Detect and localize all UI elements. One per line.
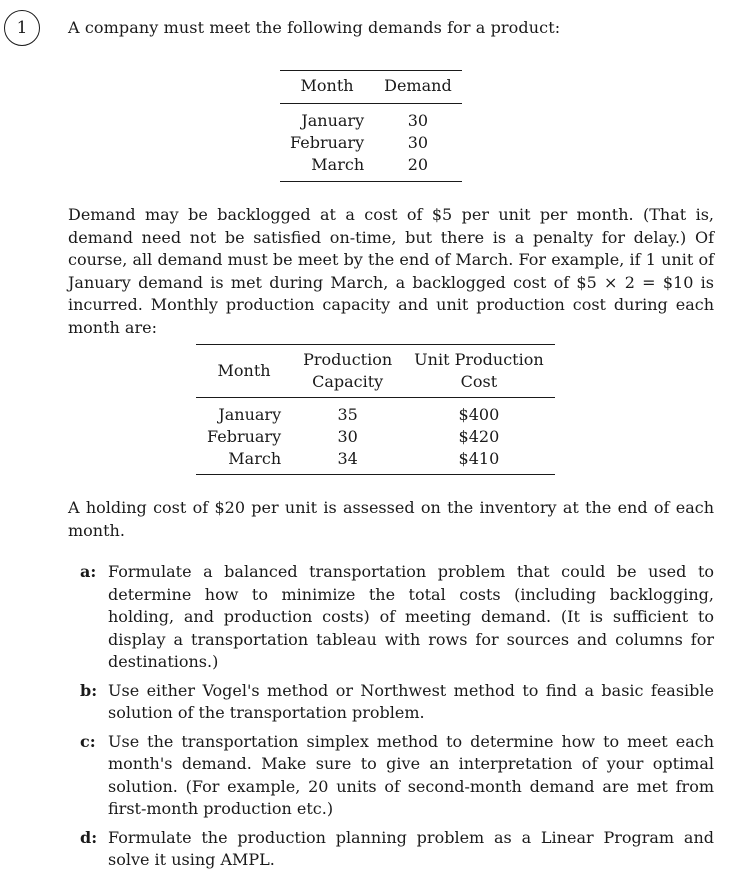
part-label: b:	[80, 680, 98, 700]
demand-month: February	[290, 133, 365, 152]
part-label: a:	[80, 562, 97, 581]
question-part-d	[80, 827, 714, 872]
holding-cost-paragraph: A holding cost of $20 per unit is assessed on the inventory at the end of each month.	[68, 498, 714, 540]
table-row	[196, 398, 555, 427]
demand-value: 20	[407, 155, 429, 174]
production-capacity: 30	[337, 427, 358, 446]
production-header-month: Month	[217, 361, 271, 380]
production-cost: $410	[458, 449, 500, 468]
question-part-a	[80, 561, 714, 674]
production-capacity: 35	[337, 405, 358, 424]
part-text: Use either Vogel's method or Northwest method to find a basic feasible solution of the transportation problem.	[108, 680, 714, 722]
problem-number: 1	[16, 18, 28, 38]
production-month: January	[218, 405, 282, 424]
demand-header-demand: Demand	[384, 76, 452, 95]
production-header-cost: Unit Production Cost	[414, 350, 544, 391]
demand-header-month: Month	[300, 76, 354, 95]
production-month: February	[207, 427, 282, 446]
production-capacity: 34	[337, 449, 358, 468]
table-row	[280, 154, 462, 182]
problem-intro: A company must meet the following demands for a product:	[68, 18, 561, 37]
production-table	[196, 344, 555, 475]
problem-number-badge	[4, 10, 40, 46]
demand-value: 30	[407, 111, 429, 130]
part-text: Use the transportation simplex method to determine how to meet each month's demand. Make sure to give an interpretation of your optimal solution. (For example, 20 units of second-month demand are met from first-month production etc.)	[108, 731, 714, 818]
question-part-b	[80, 680, 714, 725]
production-cost: $420	[458, 427, 500, 446]
demand-table	[280, 70, 462, 182]
part-text: Formulate the production planning problem as a Linear Program and solve it using AMPL.	[108, 827, 714, 869]
demand-month: January	[301, 111, 365, 130]
backlog-paragraph: Demand may be backlogged at a cost of $5 per unit per month. (That is, demand need not be satisfied on-time, but there is a penalty for delay.) Of course, all demand must be meet by the end of March. For example, if 1 unit of January demand is met during March, a backlogged cost of $5 × 2 = $10 is incurred. Monthly production capacity and unit production cost during each month are:	[68, 205, 714, 337]
table-row	[196, 448, 555, 475]
table-row	[196, 426, 555, 448]
part-text: Formulate a balanced transportation problem that could be used to determine how to minimize the total costs (including backlogging, holding, and production costs) of meeting demand. (It is sufficient to display a transportation tableau with rows for sources and columns for destinations.)	[108, 562, 714, 671]
production-header-capacity: Production Capacity	[303, 350, 393, 391]
table-row	[280, 132, 462, 154]
production-month: March	[228, 449, 282, 468]
demand-month: March	[311, 155, 365, 174]
production-cost: $400	[458, 405, 500, 424]
question-part-c	[80, 731, 714, 821]
question-parts	[80, 561, 714, 878]
part-label: d:	[80, 827, 98, 847]
demand-value: 30	[407, 133, 429, 152]
table-row	[280, 104, 462, 133]
part-label: c:	[80, 731, 96, 751]
